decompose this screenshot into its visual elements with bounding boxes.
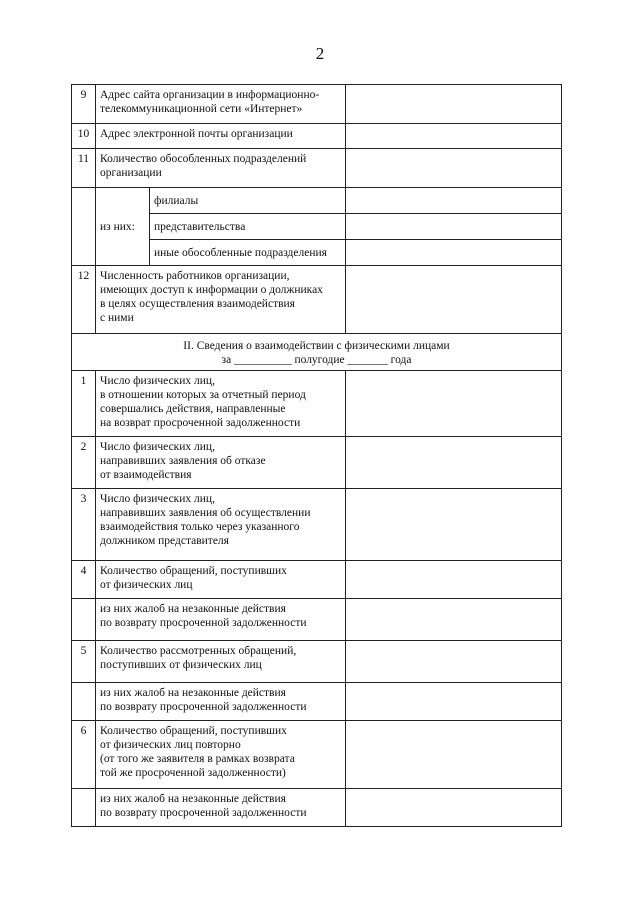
row-number: 10 <box>72 124 96 149</box>
section-2-header <box>72 334 562 371</box>
row-number: 5 <box>72 641 96 683</box>
value-cell[interactable] <box>346 214 562 240</box>
subdivisions-label: из них: <box>96 188 150 266</box>
row-number <box>72 789 96 827</box>
value-cell[interactable] <box>346 789 562 827</box>
value-cell[interactable] <box>346 124 562 149</box>
row-label <box>96 85 346 124</box>
row-number: 9 <box>72 85 96 124</box>
row-label <box>96 371 346 437</box>
label-line: в отношении которых за отчетный период <box>100 389 306 401</box>
label-line: от взаимодействия <box>100 469 192 481</box>
label-line: Число физических лиц, <box>100 441 215 453</box>
row-number: 2 <box>72 437 96 489</box>
label-line: от физических лиц повторно <box>100 739 241 751</box>
value-cell[interactable] <box>346 683 562 721</box>
row-number: 4 <box>72 561 96 599</box>
label-line: от физических лиц <box>100 579 193 591</box>
label-line: совершались действия, направленные <box>100 403 286 415</box>
row-label <box>96 266 346 334</box>
value-cell[interactable] <box>346 149 562 188</box>
label-line: Количество рассмотренных обращений, <box>100 645 297 657</box>
value-cell[interactable] <box>346 266 562 334</box>
row-number: 1 <box>72 371 96 437</box>
table-row <box>72 683 562 721</box>
row-label <box>96 437 346 489</box>
table-row <box>72 561 562 599</box>
label-line: Число физических лиц, <box>100 493 215 505</box>
value-cell[interactable] <box>346 188 562 214</box>
label-line: из них жалоб на незаконные действия <box>100 793 286 805</box>
label-line: Численность работников организации, <box>100 270 290 282</box>
label-line: Количество обращений, поступивших <box>100 565 287 577</box>
value-cell[interactable] <box>346 489 562 561</box>
value-cell[interactable] <box>346 240 562 266</box>
table-row <box>72 721 562 789</box>
value-cell[interactable] <box>346 371 562 437</box>
label-line: на возврат просроченной задолженности <box>100 417 301 429</box>
label-line: направивших заявления об отказе <box>100 455 266 467</box>
label-line: по возврату просроченной задолженности <box>100 617 307 629</box>
value-cell[interactable] <box>346 641 562 683</box>
table-row <box>72 371 562 437</box>
row-label <box>96 789 346 827</box>
row-number <box>72 188 96 266</box>
row-number <box>72 683 96 721</box>
table-row <box>72 489 562 561</box>
value-cell[interactable] <box>346 561 562 599</box>
value-cell[interactable] <box>346 437 562 489</box>
table-row <box>72 149 562 188</box>
row-label <box>96 683 346 721</box>
section-title: II. Сведения о взаимодействии с физическими лицами <box>183 340 450 352</box>
row-label <box>96 149 346 188</box>
label-line: в целях осуществления взаимодействия <box>100 298 295 310</box>
label-line: поступивших от физических лиц <box>100 659 262 671</box>
table-row <box>72 599 562 641</box>
label-line: (от того же заявителя в рамках возврата <box>100 753 295 765</box>
label-line: организации <box>100 167 162 179</box>
label-line: Адрес электронной почты организации <box>100 128 293 140</box>
value-cell[interactable] <box>346 721 562 789</box>
row-number: 12 <box>72 266 96 334</box>
row-label <box>96 721 346 789</box>
label-line: Количество обособленных подразделений <box>100 153 307 165</box>
label-line: Адрес сайта организации в информационно- <box>100 89 320 101</box>
label-line: с ними <box>100 312 134 324</box>
table-row <box>72 641 562 683</box>
row-number <box>72 599 96 641</box>
row-number: 3 <box>72 489 96 561</box>
row-label <box>96 599 346 641</box>
label-line: Количество обращений, поступивших <box>100 725 287 737</box>
label-line: взаимодействия только через указанного <box>100 521 300 533</box>
label-line: из них жалоб на незаконные действия <box>100 603 286 615</box>
section-period: за __________ полугодие _______ года <box>221 354 412 366</box>
label-line: имеющих доступ к информации о должниках <box>100 284 323 296</box>
table-row <box>72 188 562 214</box>
row-label <box>96 641 346 683</box>
table-row <box>72 789 562 827</box>
row-number: 6 <box>72 721 96 789</box>
label-line: по возврату просроченной задолженности <box>100 807 307 819</box>
label-line: Число физических лиц, <box>100 375 215 387</box>
row-label <box>96 489 346 561</box>
table-row <box>72 85 562 124</box>
subdivision-item: филиалы <box>150 188 346 214</box>
value-cell[interactable] <box>346 85 562 124</box>
table-row <box>72 124 562 149</box>
section-header-row <box>72 334 562 371</box>
subdivision-item: представительства <box>150 214 346 240</box>
label-line: должником представителя <box>100 535 229 547</box>
row-label <box>96 124 346 149</box>
label-line: по возврату просроченной задолженности <box>100 701 307 713</box>
report-form-table <box>71 84 562 827</box>
label-line: направивших заявления об осуществлении <box>100 507 311 519</box>
label-line: из них жалоб на незаконные действия <box>100 687 286 699</box>
value-cell[interactable] <box>346 599 562 641</box>
table-row <box>72 266 562 334</box>
label-line: телекоммуникационной сети «Интернет» <box>100 103 303 115</box>
table-row <box>72 437 562 489</box>
label-line: той же просроченной задолженности) <box>100 767 286 779</box>
subdivision-item: иные обособленные подразделения <box>150 240 346 266</box>
page-number: 2 <box>315 44 325 63</box>
row-label <box>96 561 346 599</box>
row-number: 11 <box>72 149 96 188</box>
